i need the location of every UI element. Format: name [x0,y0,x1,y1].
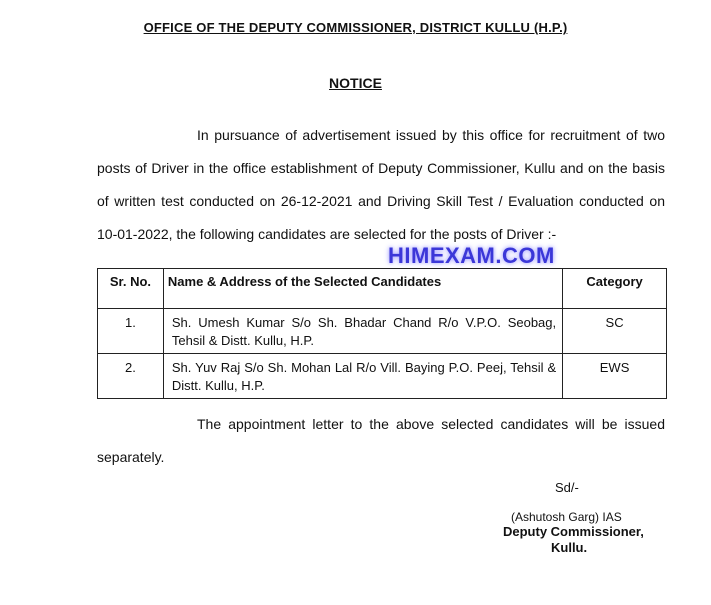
intro-line: In pursuance of advertisement issued by this office for recruitment of two [197,127,665,143]
office-title [0,20,711,35]
intro-line: 10-01-2022, the following candidates are selected for the posts of Driver :- [97,226,557,242]
office-title-text: OFFICE OF THE DEPUTY COMMISSIONER, DISTRICT KULLU (H.P.) [143,20,568,35]
cell-name-address: Sh. Umesh Kumar S/o Sh. Bhadar Chand R/o V.P.O. Seobag, Tehsil & Distt. Kullu, H.P. [163,309,562,354]
closing-paragraph [97,408,665,474]
signatory-name: (Ashutosh Garg) IAS [511,510,622,524]
header-name-address: Name & Address of the Selected Candidates [163,269,562,309]
notice-heading [0,75,711,91]
cell-category: SC [563,309,667,354]
table-row [98,354,667,399]
watermark: HIMEXAM.COM [388,243,555,268]
intro-paragraph [97,119,665,251]
table-row [98,309,667,354]
cell-name-address: Sh. Yuv Raj S/o Sh. Mohan Lal R/o Vill. Baying P.O. Peej, Tehsil & Distt. Kullu, H.P. [163,354,562,399]
intro-line: posts of Driver in the office establishment of Deputy Commissioner, Kullu and on the basis [97,160,665,176]
header-category: Category [563,269,667,309]
intro-line: of written test conducted on 26-12-2021 and Driving Skill Test / Evaluation conducted on [97,193,665,209]
signatory-place: Kullu. [551,540,588,555]
notice-heading-text: NOTICE [329,75,382,91]
table-header-row [98,269,667,309]
header-sr-no: Sr. No. [98,269,164,309]
closing-line: separately. [97,449,165,465]
cell-sr-no: 2. [98,354,164,399]
closing-line: The appointment letter to the above selected candidates will be issued [197,416,665,432]
selected-candidates-table [97,268,667,399]
signatory-designation: Deputy Commissioner, [503,524,644,539]
cell-sr-no: 1. [98,309,164,354]
signature-sd: Sd/- [555,480,579,495]
cell-category: EWS [563,354,667,399]
